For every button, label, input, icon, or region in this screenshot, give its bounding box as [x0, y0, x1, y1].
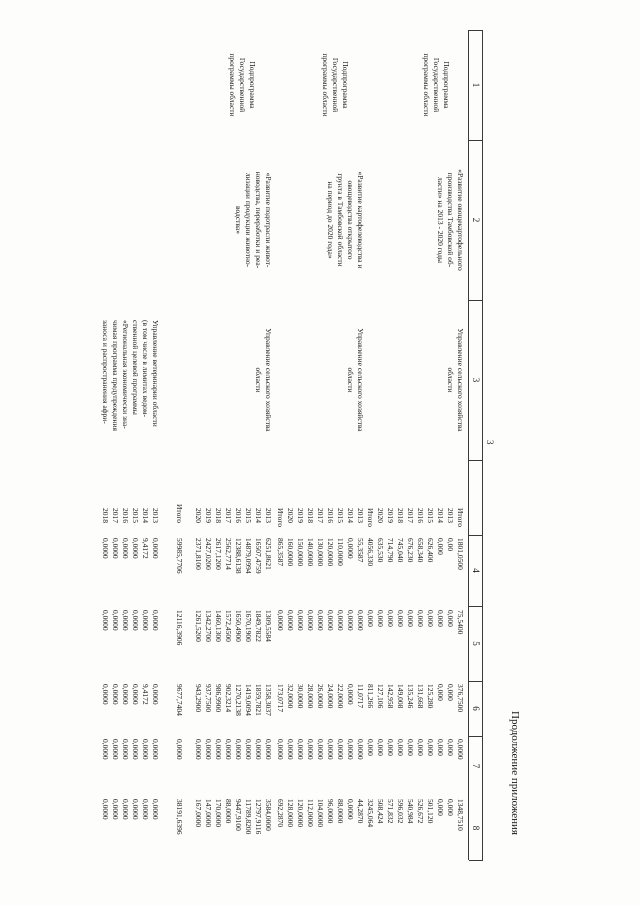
block-2-row-0-c8: 3584,0000 — [264, 799, 273, 831]
block-2-row-2-c4: 14879,0994 — [244, 538, 253, 574]
block-0-col3-line-0: Управление сельского хозяйства — [456, 328, 465, 432]
block-3-row-1-c7: 0,0000 — [141, 739, 150, 760]
block-2-row-0-year: 2013 — [264, 508, 273, 523]
block-1-row-0-c6: 11,0717 — [356, 684, 365, 709]
block-1-row-6-c4: 150,0000 — [296, 538, 305, 567]
block-2-row-3-c6: 1270,2138 — [234, 684, 243, 716]
block-2-row-4-c5: 1572,4500 — [224, 610, 233, 642]
block-0-row-7-c5: 0,000 — [386, 610, 395, 627]
block-3-row-2-year: 2015 — [131, 508, 140, 523]
block-0-row-5-c4: 676,230 — [406, 538, 415, 563]
block-2-row-4-c6: 902,3214 — [224, 684, 233, 713]
block-2-row-6-c6: 937,7500 — [204, 684, 213, 713]
header-col-7: 7 — [471, 763, 481, 769]
block-0-row-7-c7: 0,000 — [386, 739, 395, 756]
block-0-row-4-c8: 526,672 — [416, 799, 425, 824]
block-0-row-0-c7: 0,0000 — [456, 739, 465, 760]
block-1-row-6-c6: 30,0000 — [296, 684, 305, 709]
block-3-row-5-c4: 0,0000 — [101, 538, 110, 559]
block-2-row-0-c4: 6251,8621 — [264, 538, 273, 570]
block-1-row-5-c6: 28,0000 — [306, 684, 315, 709]
block-1-row-6-c5: 0,0000 — [296, 610, 305, 631]
block-1-row-1-c4: 0,0000 — [346, 538, 355, 559]
block-3-col3-line-1: (в том числе в лимитах ведом- — [141, 320, 150, 418]
block-2-col2-line-3: водства» — [234, 206, 243, 234]
block-2-row-7-c4: 2371,8100 — [194, 538, 203, 570]
block-2-row-3-c5: 1650,4900 — [234, 610, 243, 642]
block-2-row-3-c7: 0,0000 — [234, 739, 243, 760]
block-3-row-5-c7: 0,0000 — [101, 739, 110, 760]
block-1-row-1-c8: 0,0000 — [346, 799, 355, 820]
block-0-row-3-c4: 626,400 — [426, 538, 435, 563]
block-1-row-2-c5: 0,0000 — [336, 610, 345, 631]
block-3-row-0-c8: 0,0000 — [151, 799, 160, 820]
block-1-row-4-c6: 26,0000 — [316, 684, 325, 709]
rotated-table-sheet — [0, 20, 525, 870]
block-1-row-4-c8: 104,0000 — [316, 799, 325, 828]
block-1-row-8-c6: 173,0717 — [276, 684, 285, 713]
block-0-col1-line-1: Государственной — [432, 57, 441, 113]
block-1-row-1-c7: 0,0000 — [346, 739, 355, 760]
block-1-col1-line-2: программы области — [321, 53, 330, 117]
block-1-row-5-c7: 0,0000 — [306, 739, 315, 760]
block-0-row-2-c6: 0,000 — [436, 684, 445, 701]
block-0-row-6-year: 2018 — [396, 508, 405, 523]
block-0-row-6-c5: 0,000 — [396, 610, 405, 627]
block-1-row-6-year: 2019 — [296, 508, 305, 523]
block-3-row-1-c6: 9,4172 — [141, 684, 150, 705]
block-3-row-0-c7: 0,0000 — [151, 739, 160, 760]
block-2-row-8-year: Итого — [175, 504, 184, 523]
block-2-row-5-c8: 170,0000 — [214, 799, 223, 828]
block-0-row-4-c6: 131,668 — [416, 684, 425, 709]
block-2-row-7-c7: 0,0000 — [194, 739, 203, 760]
block-2-row-1-c5: 1849,7822 — [254, 610, 263, 642]
block-0-row-0-c8: 1348,7510 — [456, 799, 465, 831]
block-0-row-8-c7: 0,000 — [376, 739, 385, 756]
block-2-col1-line-1: Государственной — [238, 57, 247, 113]
block-0-col2-line-1: производства Тамбовской об- — [446, 172, 455, 268]
block-1-row-3-c6: 24,0000 — [326, 684, 335, 709]
block-0-row-8-c8: 508,424 — [376, 799, 385, 824]
block-2-col2-line-2: лизации продукции животно- — [244, 172, 253, 268]
block-0-col2-line-0: «Развитие овощекартофельного — [456, 169, 465, 271]
block-0-row-4-c5: 0,000 — [416, 610, 425, 627]
block-3-row-2-c5: 0,0000 — [131, 610, 140, 631]
block-3-row-5-c6: 0,0000 — [101, 684, 110, 705]
block-2-row-8-c6: 9677,7404 — [175, 684, 184, 716]
block-2-row-5-c5: 1460,1300 — [214, 610, 223, 642]
block-1-col2-line-2: грунта в Тамбовской области — [336, 173, 345, 267]
block-1-row-0-c4: 55,3587 — [356, 538, 365, 563]
block-2-row-5-year: 2018 — [214, 508, 223, 523]
block-0-row-9-c4: 4056,330 — [366, 538, 375, 567]
block-0-row-4-year: 2016 — [416, 508, 425, 523]
header-col-1: 1 — [471, 82, 481, 88]
block-0-row-2-c7: 0,000 — [436, 739, 445, 756]
block-2-col1-line-2: программы области — [228, 53, 237, 117]
block-0-col2-line-2: ласти» на 2013 - 2020 годы — [436, 177, 445, 263]
block-1-row-2-c6: 22,0000 — [336, 684, 345, 709]
block-2-row-8-c7: 0,0000 — [175, 739, 184, 760]
block-1-row-4-year: 2017 — [316, 508, 325, 523]
block-0-row-0-c6: 376,7500 — [456, 684, 465, 713]
block-2-row-2-c8: 11789,8200 — [244, 799, 253, 835]
block-1-row-8-year: Итого — [276, 508, 285, 527]
block-1-col2-line-1: овощеводства открытого — [346, 180, 355, 260]
block-2-col3-line-1: области — [254, 367, 263, 393]
block-0-row-9-c8: 3245,064 — [366, 799, 375, 828]
block-3-row-2-c8: 0,0000 — [131, 799, 140, 820]
block-2-row-8-c4: 59985,7706 — [175, 538, 184, 574]
block-1-row-7-c6: 32,0000 — [286, 684, 295, 709]
column-divider-9 — [469, 860, 483, 861]
block-1-row-5-c8: 112,0000 — [306, 799, 315, 827]
block-2-row-5-c7: 0,0000 — [214, 739, 223, 760]
block-0-row-1-year: 2013 — [446, 508, 455, 523]
block-2-row-3-year: 2016 — [234, 508, 243, 523]
block-0-row-6-c6: 149,008 — [396, 684, 405, 709]
block-0-row-8-year: 2020 — [376, 508, 385, 523]
block-0-row-9-c5: 0,000 — [366, 610, 375, 627]
block-1-row-2-c7: 0,0000 — [336, 739, 345, 760]
block-1-row-8-c4: 865,3587 — [276, 538, 285, 567]
block-1-row-5-year: 2018 — [306, 508, 315, 523]
block-0-col1-line-0: Подпрограмма — [442, 61, 451, 109]
block-3-row-0-c4: 0,0000 — [151, 538, 160, 559]
block-3-row-1-c8: 0,0000 — [141, 799, 150, 820]
block-1-row-3-c5: 0,0000 — [326, 610, 335, 631]
block-0-row-8-c4: 635,530 — [376, 538, 385, 563]
block-1-row-0-c5: 0,0000 — [356, 610, 365, 631]
block-0-row-0-c5: 75,5400 — [456, 610, 465, 635]
block-0-row-3-c6: 125,280 — [426, 684, 435, 709]
block-3-row-3-c6: 0,0000 — [121, 684, 130, 705]
block-3-row-0-year: 2013 — [151, 508, 160, 523]
block-2-row-4-c4: 2562,7714 — [224, 538, 233, 570]
block-0-col3-line-1: области — [446, 367, 455, 393]
block-0-row-4-c7: 0,000 — [416, 739, 425, 756]
block-0-row-7-c6: 142,958 — [386, 684, 395, 709]
header-col-2: 2 — [471, 217, 481, 223]
block-1-row-8-c8: 692,2870 — [276, 799, 285, 828]
block-2-row-6-c5: 1342,2700 — [204, 610, 213, 642]
block-0-row-2-year: 2014 — [436, 508, 445, 523]
block-3-row-4-c6: 0,0000 — [111, 684, 120, 705]
block-2-row-6-c4: 2427,0200 — [204, 538, 213, 570]
block-0-row-5-c6: 135,246 — [406, 684, 415, 709]
block-3-row-2-c6: 0,0000 — [131, 684, 140, 705]
block-1-row-2-c4: 110,0000 — [336, 538, 345, 566]
block-2-row-1-c6: 1859,7821 — [254, 684, 263, 716]
block-2-col1-line-0: Подпрограмма — [248, 61, 257, 109]
continuation-caption: Продолжение приложения — [509, 711, 521, 835]
block-0-row-3-c5: 0,000 — [426, 610, 435, 627]
block-3-row-3-c7: 0,0000 — [121, 739, 130, 760]
block-1-row-6-c7: 0,0000 — [296, 739, 305, 760]
block-3-row-4-c4: 0,0000 — [111, 538, 120, 559]
block-3-row-3-year: 2016 — [121, 508, 130, 523]
block-1-row-4-c4: 130,0000 — [316, 538, 325, 567]
block-1-row-0-c8: 44,2870 — [356, 799, 365, 824]
block-0-row-6-c8: 596,032 — [396, 799, 405, 824]
header-col-3: 3 — [471, 377, 481, 383]
block-2-col3-line-0: Управление сельского хозяйства — [264, 328, 273, 432]
block-0-row-9-c6: 811,266 — [366, 684, 375, 709]
block-2-row-7-c8: 167,0000 — [194, 799, 203, 828]
block-0-row-1-c4: 0,00 — [446, 538, 455, 552]
block-1-row-3-c7: 0,0000 — [326, 739, 335, 760]
block-2-row-2-year: 2015 — [244, 508, 253, 523]
block-1-row-7-c5: 0,0000 — [286, 610, 295, 631]
block-0-row-7-c8: 571,832 — [386, 799, 395, 824]
block-3-row-5-c8: 0,0000 — [101, 799, 110, 820]
block-1-row-6-c8: 120,0000 — [296, 799, 305, 828]
block-3-row-5-c5: 0,0000 — [101, 610, 110, 631]
block-1-row-3-year: 2016 — [326, 508, 335, 523]
block-2-row-5-c6: 986,9900 — [214, 684, 223, 713]
block-2-row-7-year: 2020 — [194, 508, 203, 523]
block-2-row-8-c8: 38191,6396 — [175, 799, 184, 835]
block-2-col2-line-0: «Развитие подотрасли живот- — [264, 172, 273, 268]
block-2-row-3-c4: 12388,6138 — [234, 538, 243, 574]
block-0-row-5-year: 2017 — [406, 508, 415, 523]
column-divider-4 — [469, 460, 483, 461]
block-2-row-6-c8: 147,0000 — [204, 799, 213, 828]
block-2-row-1-c8: 12797,9116 — [254, 799, 263, 835]
block-2-row-4-c8: 88,0000 — [224, 799, 233, 824]
block-3-row-3-c5: 0,0000 — [121, 610, 130, 631]
block-0-row-9-year: Итого — [366, 508, 375, 527]
block-0-row-8-c5: 0,000 — [376, 610, 385, 627]
block-0-row-1-c5: 0,000 — [446, 610, 455, 627]
header-col-4: 4 — [471, 568, 481, 573]
block-0-row-1-c7: 0,000 — [446, 739, 455, 756]
block-2-row-1-c4: 16507,4759 — [254, 538, 263, 574]
block-2-row-0-c7: 0,0000 — [264, 739, 273, 760]
block-1-row-3-c4: 120,0000 — [326, 538, 335, 567]
block-2-col2-line-1: новодства, переработки и реа- — [254, 171, 263, 269]
block-1-col1-line-1: Государственной — [331, 57, 340, 113]
block-2-row-2-c7: 0,0000 — [244, 739, 253, 760]
block-2-row-0-c5: 1309,5584 — [264, 610, 273, 642]
block-1-row-7-c8: 128,0000 — [286, 799, 295, 828]
header-col-5: 5 — [471, 641, 481, 646]
block-3-row-1-year: 2014 — [141, 508, 150, 523]
block-1-row-2-c8: 88,0000 — [336, 799, 345, 824]
block-2-row-4-c7: 0,0000 — [224, 739, 233, 760]
block-0-row-3-c8: 501,120 — [426, 799, 435, 824]
block-0-row-9-c7: 0,000 — [366, 739, 375, 756]
block-3-row-2-c4: 0,0000 — [131, 538, 140, 559]
block-3-row-0-c5: 0,0000 — [151, 610, 160, 631]
block-0-row-3-c7: 0,000 — [426, 739, 435, 756]
block-2-row-1-c7: 0,0000 — [254, 739, 263, 760]
block-3-col3-line-3: «Региональная экономически зна- — [121, 320, 130, 429]
block-1-col2-line-0: «Развитие картофелеводства и — [356, 171, 365, 269]
block-2-row-2-c6: 1419,0094 — [244, 684, 253, 716]
block-0-row-5-c7: 0,000 — [406, 739, 415, 756]
block-3-row-4-c5: 0,0000 — [111, 610, 120, 631]
top-page-mark: 3 — [485, 440, 495, 445]
block-2-row-5-c4: 2617,1200 — [214, 538, 223, 570]
block-1-row-4-c7: 0,0000 — [316, 739, 325, 760]
block-2-row-8-c5: 12116,3906 — [175, 610, 184, 646]
block-0-row-0-c4: 1801,0500 — [456, 538, 465, 570]
block-3-row-5-year: 2018 — [101, 508, 110, 523]
block-0-row-4-c4: 658,340 — [416, 538, 425, 563]
block-1-row-4-c5: 0,0000 — [316, 610, 325, 631]
block-3-row-4-c8: 0,0000 — [111, 799, 120, 820]
block-1-row-3-c8: 96,0000 — [326, 799, 335, 824]
block-3-row-0-c6: 0,0000 — [151, 684, 160, 705]
block-0-row-5-c5: 0,000 — [406, 610, 415, 627]
block-0-row-7-year: 2019 — [386, 508, 395, 523]
block-2-row-7-c5: 1261,5200 — [194, 610, 203, 642]
block-0-row-2-c8: 0,000 — [436, 799, 445, 816]
block-2-row-7-c6: 943,2900 — [194, 684, 203, 713]
block-2-row-4-year: 2017 — [224, 508, 233, 523]
block-3-row-2-c7: 0,0000 — [131, 739, 140, 760]
block-0-row-6-c7: 0,000 — [396, 739, 405, 756]
block-1-row-8-c7: 0,0000 — [276, 739, 285, 760]
block-1-row-0-c7: 0,0000 — [356, 739, 365, 760]
block-1-row-5-c5: 0,0000 — [306, 610, 315, 631]
block-1-col3-line-0: Управление сельского хозяйства — [356, 328, 365, 432]
block-1-row-7-c7: 0,0000 — [286, 739, 295, 760]
block-3-row-3-c8: 0,0000 — [121, 799, 130, 820]
block-1-row-5-c4: 140,0000 — [306, 538, 315, 567]
block-3-col3-line-4: чимая программа предупреждения — [111, 320, 120, 431]
block-3-row-4-c7: 0,0000 — [111, 739, 120, 760]
block-2-row-6-c7: 0,0000 — [204, 739, 213, 760]
block-0-row-3-year: 2015 — [426, 508, 435, 523]
block-1-row-1-year: 2014 — [346, 508, 355, 523]
block-0-col1-line-2: программы области — [422, 53, 431, 117]
block-3-col3-line-5: заноса и распространения афри- — [101, 320, 110, 424]
block-1-row-2-year: 2015 — [336, 508, 345, 523]
block-1-row-1-c6: 0,0000 — [346, 684, 355, 705]
block-0-row-7-c4: 714,790 — [386, 538, 395, 563]
block-0-row-1-c6: 0,000 — [446, 684, 455, 701]
block-3-row-4-year: 2017 — [111, 508, 120, 523]
block-3-row-3-c4: 0,0000 — [121, 538, 130, 559]
block-0-row-0-year: Итого — [456, 508, 465, 527]
block-0-row-2-c5: 0,000 — [436, 610, 445, 627]
header-col-6: 6 — [471, 706, 481, 711]
block-1-col1-line-0: Подпрограмма — [341, 61, 350, 109]
block-0-row-5-c8: 540,984 — [406, 799, 415, 824]
block-3-col3-line-0: Управление ветеринарии области — [151, 320, 160, 427]
block-1-row-7-year: 2020 — [286, 508, 295, 523]
block-0-row-1-c8: 0,000 — [446, 799, 455, 816]
header-col-8: 8 — [471, 825, 481, 831]
block-3-row-1-c4: 9,4172 — [141, 538, 150, 559]
block-0-row-2-c4: 0,000 — [436, 538, 445, 555]
block-1-row-1-c5: 0,0000 — [346, 610, 355, 631]
block-2-row-0-c6: 1358,3037 — [264, 684, 273, 716]
block-1-row-0-year: 2013 — [356, 508, 365, 523]
block-3-row-1-c5: 0,0000 — [141, 610, 150, 631]
block-2-row-3-c8: 9447,9100 — [234, 799, 243, 831]
block-2-row-1-year: 2014 — [254, 508, 263, 523]
block-3-col3-line-2: ственной целевой программы — [131, 320, 140, 415]
block-0-row-6-c4: 745,040 — [396, 538, 405, 563]
block-0-row-8-c6: 127,106 — [376, 684, 385, 709]
block-1-row-7-c4: 160,0000 — [286, 538, 295, 567]
block-1-col3-line-1: области — [346, 367, 355, 393]
block-2-row-2-c5: 1670,1900 — [244, 610, 253, 642]
block-2-row-6-year: 2019 — [204, 508, 213, 523]
block-1-row-8-c5: 0,0000 — [276, 610, 285, 631]
block-1-col2-line-3: на период до 2020 года» — [326, 181, 335, 259]
